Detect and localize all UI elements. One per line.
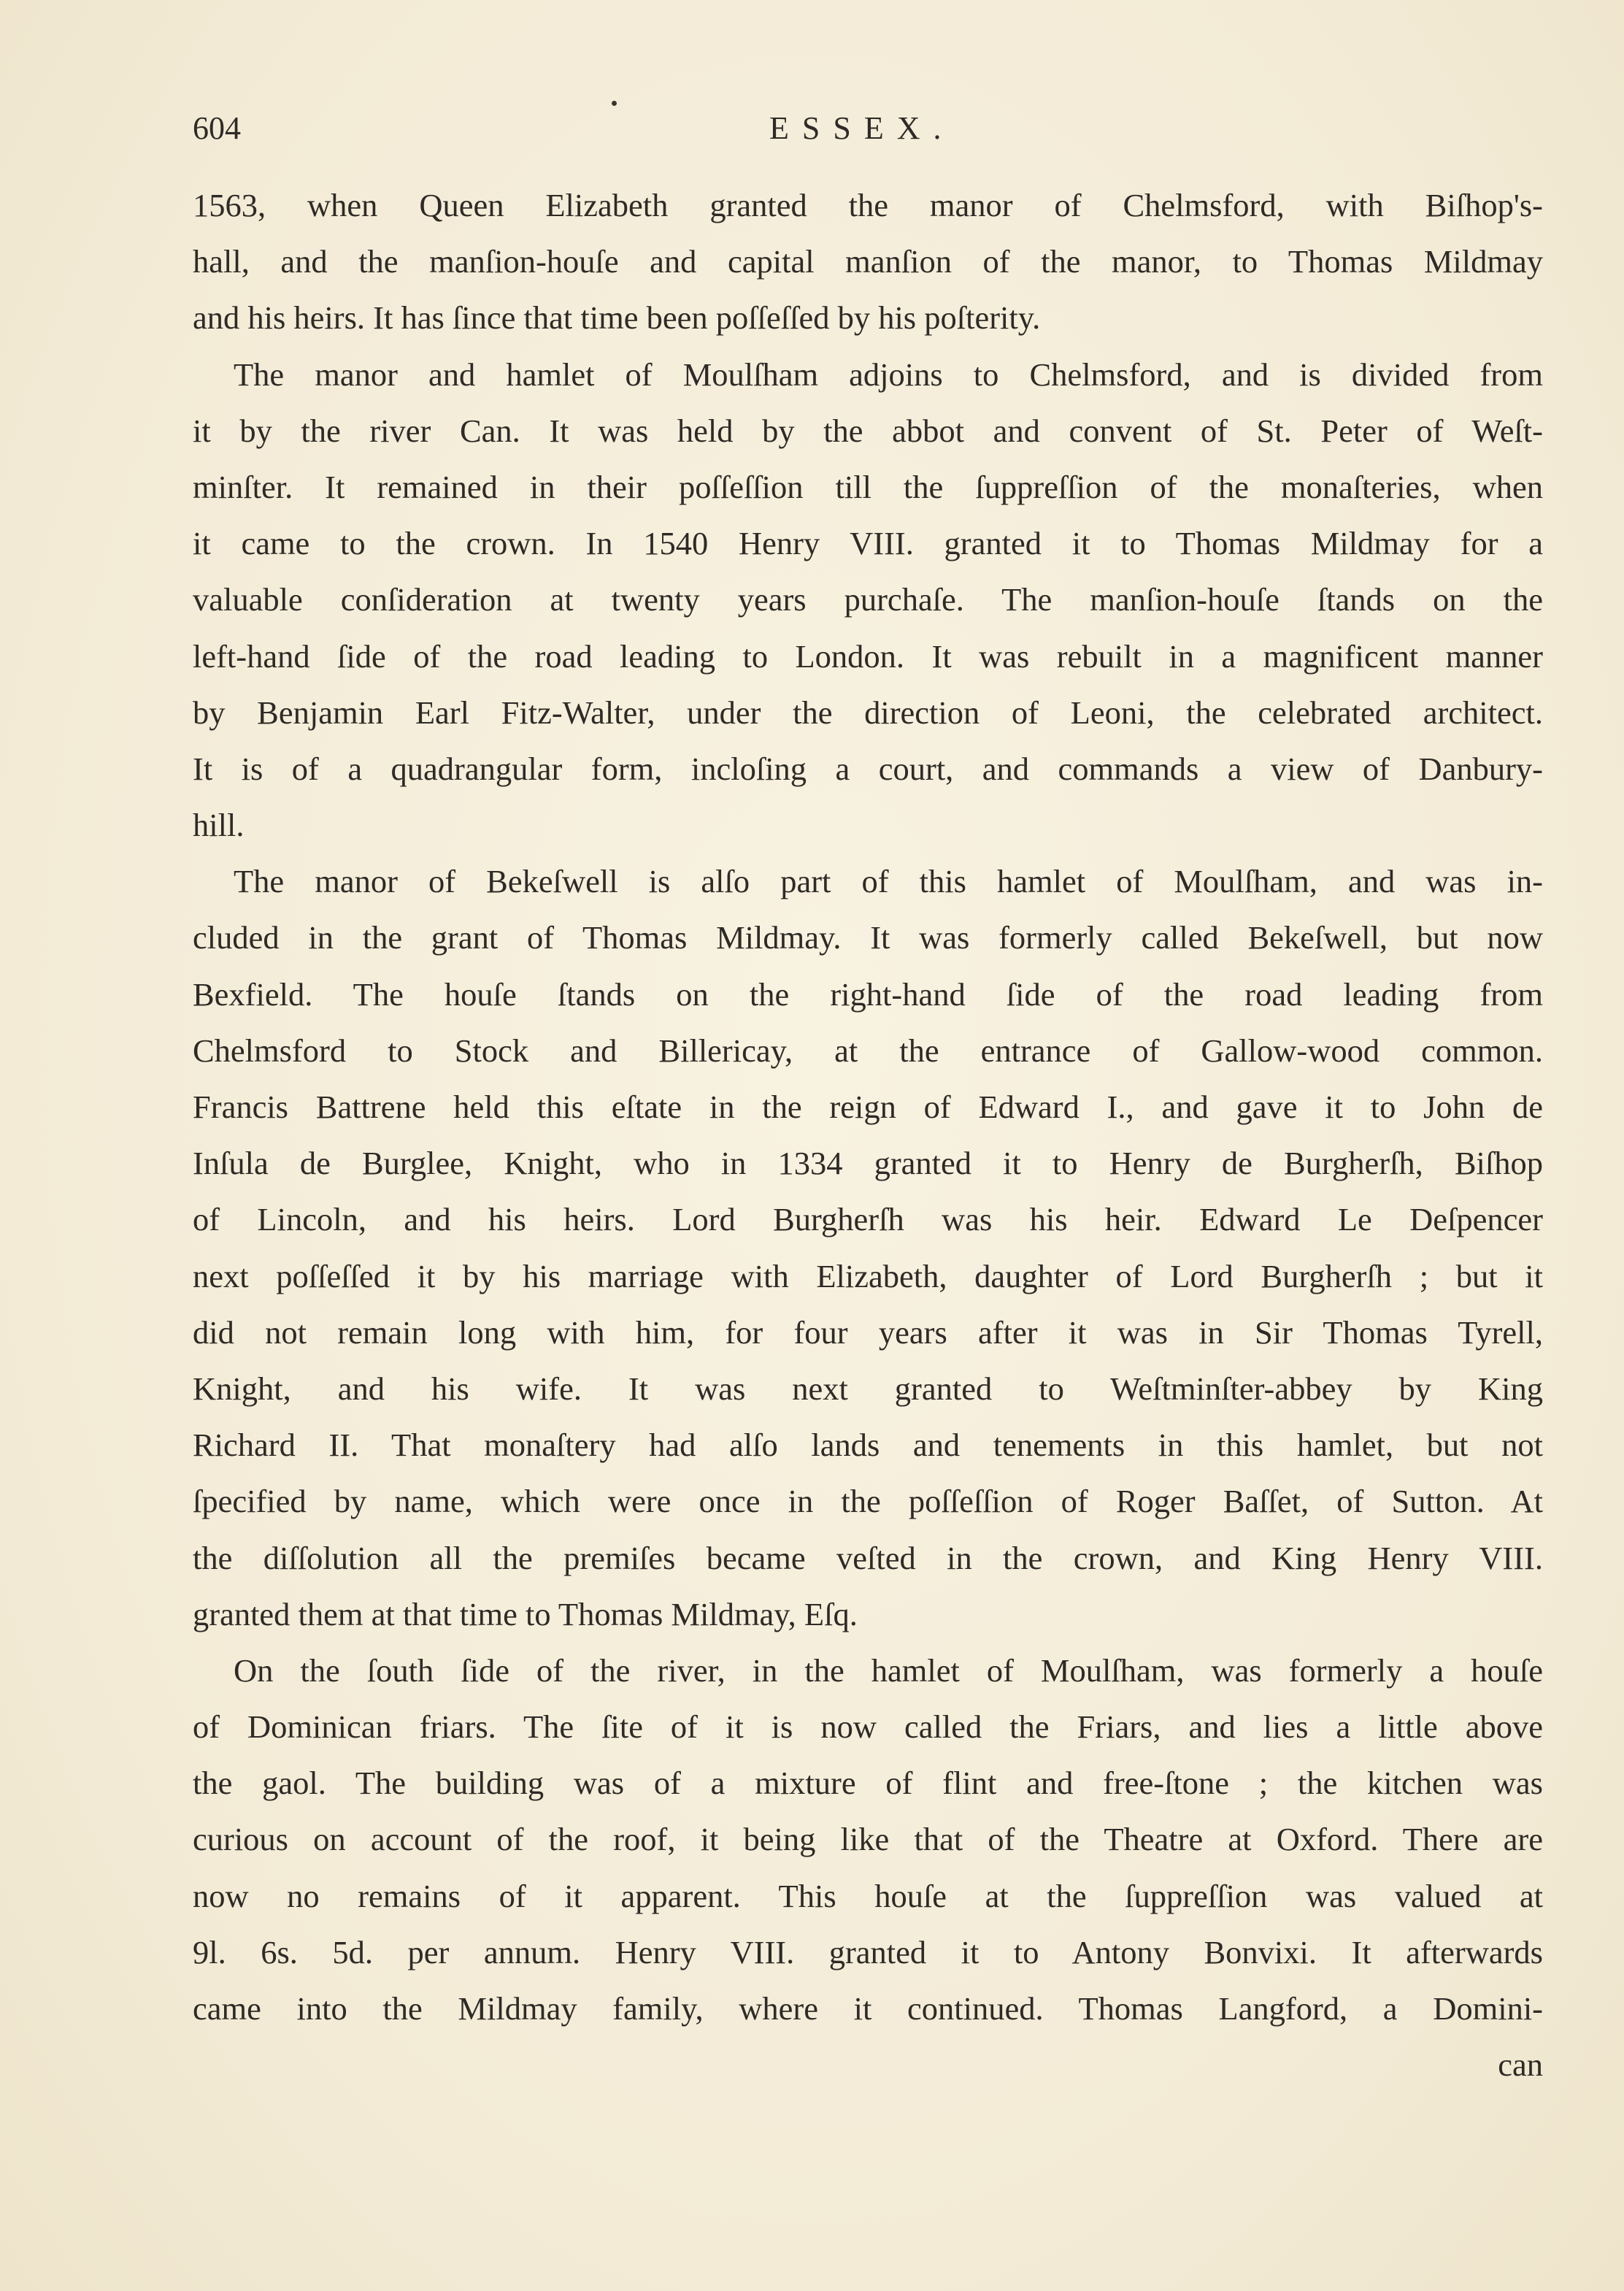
- catchword: can: [1498, 2046, 1543, 2084]
- text-line: On the ſouth ſide of the river, in the hamlet of Moulſham, was formerly a houſe: [234, 1651, 1543, 1689]
- ink-dot: [612, 101, 617, 106]
- text-line: Chelmsford to Stock and Billericay, at the entrance of Gallow-wood common.: [193, 1032, 1543, 1069]
- text-line: curious on account of the roof, it being like that of the Theatre at Oxford. There are: [193, 1821, 1543, 1858]
- text-line: of Dominican friars. The ſite of it is now called the Friars, and lies a little above: [193, 1708, 1543, 1746]
- text-line: the diſſolution all the premiſes became veſted in the crown, and King Henry VIII.: [193, 1539, 1543, 1576]
- text-line: valuable conſideration at twenty years purchaſe. The manſion-houſe ſtands on the: [193, 581, 1543, 618]
- body-text: [193, 177, 1543, 2093]
- text-line: The manor and hamlet of Moulſham adjoins to Chelmsford, and is divided from: [234, 356, 1543, 393]
- text-line: Inſula de Burglee, Knight, who in 1334 granted it to Henry de Burgherſh, Biſhop: [193, 1145, 1543, 1182]
- page-number: 604: [193, 110, 241, 146]
- text-line: it came to the crown. In 1540 Henry VIII. granted it to Thomas Mildmay for a: [193, 525, 1543, 562]
- text-line: came into the Mildmay family, where it continued. Thomas Langford, a Domini-: [193, 1990, 1543, 2027]
- text-line: it by the river Can. It was held by the abbot and convent of St. Peter of Weſt-: [193, 412, 1543, 449]
- text-line: hill.: [193, 807, 245, 844]
- text-line: granted them at that time to Thomas Mildmay, Eſq.: [193, 1595, 858, 1632]
- text-line: Francis Battrene held this eſtate in the reign of Edward I., and gave it to John de: [193, 1089, 1543, 1125]
- text-line: The manor of Bekeſwell is alſo part of this hamlet of Moulſham, and was in-: [234, 863, 1543, 900]
- text-line: cluded in the grant of Thomas Mildmay. It was formerly called Bekeſwell, but now: [193, 919, 1543, 956]
- text-line: 9l. 6s. 5d. per annum. Henry VIII. granted it to Antony Bonvixi. It afterwards: [193, 1933, 1543, 1970]
- text-line: left-hand ſide of the road leading to London. It was rebuilt in a magnificent manner: [193, 637, 1543, 675]
- text-line: minſter. It remained in their poſſeſſion till the ſuppreſſion of the monaſteries, when: [193, 468, 1543, 505]
- page-header: [193, 110, 1543, 153]
- text-line: did not remain long with him, for four years after it was in Sir Thomas Tyrell,: [193, 1313, 1543, 1351]
- text-line: by Benjamin Earl Fitz-Walter, under the direction of Leoni, the celebrated architect.: [193, 694, 1543, 731]
- text-line: Richard II. That monaſtery had alſo lands and tenements in this hamlet, but not: [193, 1427, 1543, 1464]
- text-line: Knight, and his wife. It was next granted to Weſtminſter-abbey by King: [193, 1370, 1543, 1407]
- text-line: of Lincoln, and his heirs. Lord Burgherſh was his heir. Edward Le Deſpencer: [193, 1201, 1543, 1238]
- text-line: now no remains of it apparent. This houſe at the ſuppreſſion was valued at: [193, 1877, 1543, 1914]
- text-line: the gaol. The building was of a mixture of flint and free-ſtone ; the kitchen was: [193, 1765, 1543, 1802]
- text-line: hall, and the manſion-houſe and capital manſion of the manor, to Thomas Mildmay: [193, 243, 1543, 280]
- text-line: next poſſeſſed it by his marriage with Elizabeth, daughter of Lord Burgherſh ; but it: [193, 1257, 1543, 1294]
- text-line: and his heirs. It has ſince that time been poſſeſſed by his poſterity.: [193, 299, 1041, 337]
- text-line: It is of a quadrangular form, incloſing a court, and commands a view of Danbury-: [193, 750, 1543, 787]
- text-line: ſpecified by name, which were once in the poſſeſſion of Roger Baſſet, of Sutton. At: [193, 1483, 1543, 1520]
- text-line: Bexfield. The houſe ſtands on the right-hand ſide of the road leading from: [193, 975, 1543, 1013]
- text-line: 1563, when Queen Elizabeth granted the manor of Chelmsford, with Biſhop's-: [193, 187, 1543, 223]
- running-head: ESSEX.: [769, 110, 955, 146]
